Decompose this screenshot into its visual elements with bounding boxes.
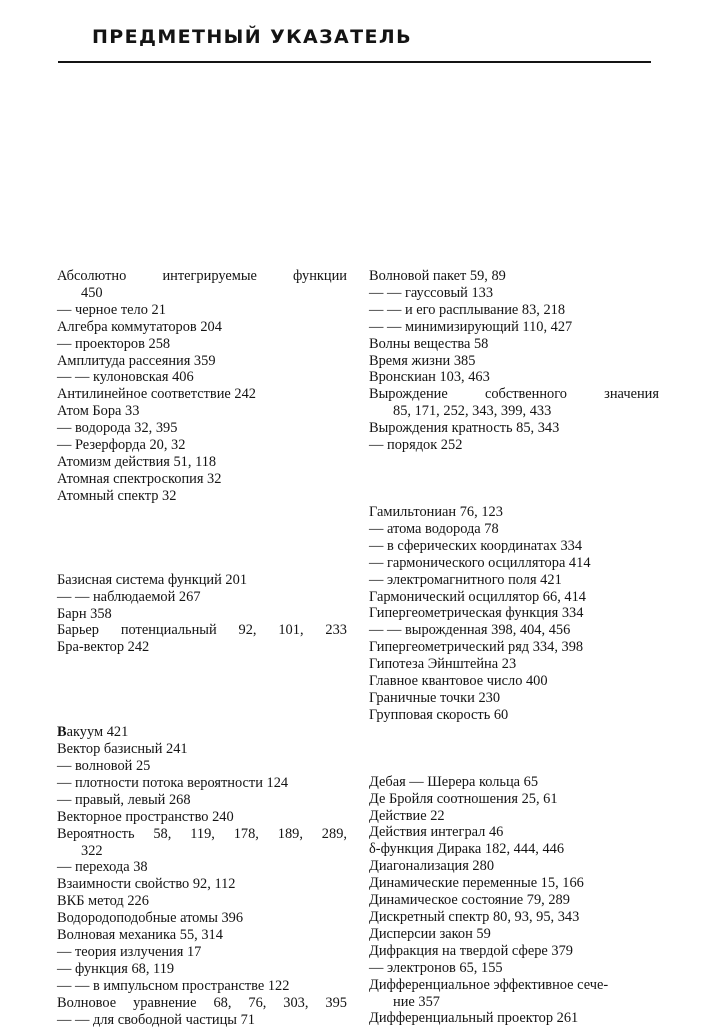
index-entry: Водородоподобные атомы 396 bbox=[57, 910, 244, 927]
index-column-left bbox=[57, 268, 347, 1029]
index-entry: Граничные точки 230 bbox=[369, 689, 501, 706]
index-entry: Гипергеометрическая функция 334 bbox=[369, 605, 584, 622]
index-entry: — — и его расплывание 83, 218 bbox=[369, 301, 566, 318]
index-entry: — проекторов 258 bbox=[57, 335, 171, 352]
index-letter-group bbox=[369, 504, 659, 724]
index-entry: Дискретный спектр 80, 93, 95, 343 bbox=[369, 909, 580, 925]
index-entry: Динамические переменные 15, 166 bbox=[369, 875, 584, 892]
index-letter-group bbox=[369, 774, 659, 1028]
index-entry: Бра-вектор 242 bbox=[57, 639, 150, 656]
index-entry: — водорода 32, 395 bbox=[57, 420, 178, 437]
index-entry: Де Бройля соотношения 25, 61 bbox=[369, 790, 558, 807]
index-entry: — плотности потока вероятности 124 bbox=[57, 774, 289, 791]
index-entry: Антилинейное соответствие 242 bbox=[57, 386, 256, 403]
index-entry: Дифференциальный проектор 261 bbox=[369, 1010, 579, 1027]
index-entry: — теория излучения 17 bbox=[57, 944, 202, 960]
index-entry: Вырождение собственного значения bbox=[369, 386, 659, 403]
index-entry: Гармонический осциллятор 66, 414 bbox=[369, 588, 586, 605]
index-entry: Волновая механика 55, 314 bbox=[57, 927, 223, 944]
index-entry: — гармонического осциллятора 414 bbox=[369, 554, 591, 571]
index-entry: Дифференциальное эффективное сече- bbox=[369, 976, 609, 993]
index-entry: Атомная спектроскопия 32 bbox=[57, 470, 222, 487]
index-letter-group bbox=[369, 268, 659, 454]
index-entry: Волновое уравнение 68, 76, 303, 395 bbox=[57, 994, 347, 1011]
index-entry: — перехода 38 bbox=[57, 859, 148, 876]
index-entry: Действия интеграл 46 bbox=[369, 824, 504, 841]
index-entry: Амплитуда рассеяния 359 bbox=[57, 352, 216, 369]
index-entry: Гипергеометрический ряд 334, 398 bbox=[369, 639, 584, 656]
index-letter-group bbox=[57, 268, 347, 505]
index-entry: Гипотеза Эйнштейна 23 bbox=[369, 656, 517, 673]
index-entry: Абсолютно интегрируемые функции bbox=[57, 268, 347, 284]
index-entry: — правый, левый 268 bbox=[57, 791, 191, 808]
index-entry: Вронскиан 103, 463 bbox=[369, 369, 490, 386]
index-entry: Действие 22 bbox=[369, 807, 445, 824]
index-letter-group bbox=[57, 572, 347, 657]
index-entry: Базисная система функций 201 bbox=[57, 571, 248, 588]
index-entry: — Резерфорда 20, 32 bbox=[57, 437, 186, 454]
index-entry: — — в импульсном пространстве 122 bbox=[57, 977, 290, 994]
index-entry: — волновой 25 bbox=[57, 758, 151, 775]
index-letter-group bbox=[57, 724, 347, 1028]
index-entry: Динамическое состояние 79, 289 bbox=[369, 892, 570, 909]
index-entry: Вероятность 58, 119, 178, 189, 289, bbox=[57, 825, 347, 842]
index-entry: Вакуум 421 bbox=[57, 724, 129, 741]
index-entry: Алгебра коммутаторов 204 bbox=[57, 318, 222, 335]
index-entry: Волны вещества 58 bbox=[369, 335, 489, 352]
index-entry: δ-функция Дирака 182, 444, 446 bbox=[369, 841, 565, 858]
index-entry: Атомизм действия 51, 118 bbox=[57, 453, 217, 470]
index-entry: Барьер потенциальный 92, 101, 233 bbox=[57, 622, 347, 639]
index-entry: Главное квантовое число 400 bbox=[369, 673, 548, 690]
index-entry: Атомный спектр 32 bbox=[57, 487, 177, 504]
index-entry: Диагонализация 280 bbox=[369, 858, 495, 875]
page-title: ПРЕДМЕТНЫЙ УКАЗАТЕЛЬ bbox=[92, 26, 412, 48]
index-entry: Барн 358 bbox=[57, 605, 112, 622]
index-entry: — — наблюдаемой 267 bbox=[57, 588, 201, 605]
index-entry: Векторное пространство 240 bbox=[57, 808, 234, 825]
index-entry: Дебая — Шерера кольца 65 bbox=[369, 773, 539, 790]
index-entry: ние 357 bbox=[393, 993, 440, 1010]
index-entry: Время жизни 385 bbox=[369, 352, 476, 369]
index-entry: Гамильтониан 76, 123 bbox=[369, 503, 503, 520]
index-entry: Волновой пакет 59, 89 bbox=[369, 268, 506, 284]
index-entry: — — вырожденная 398, 404, 456 bbox=[369, 622, 571, 639]
index-entry: — — кулоновская 406 bbox=[57, 369, 194, 386]
index-entry: — порядок 252 bbox=[369, 437, 463, 454]
index-entry: — — гауссовый 133 bbox=[369, 284, 494, 301]
index-entry: — электромагнитного поля 421 bbox=[369, 571, 562, 588]
index-entry: — черное тело 21 bbox=[57, 301, 166, 318]
index-column-right bbox=[369, 268, 659, 1027]
index-entry: — — для свободной частицы 71 bbox=[57, 1011, 255, 1028]
index-entry: — функция 68, 119 bbox=[57, 960, 175, 977]
index-entry: Дифракция на твердой сфере 379 bbox=[369, 942, 573, 959]
index-entry: — электронов 65, 155 bbox=[369, 959, 503, 976]
index-entry: Групповая скорость 60 bbox=[369, 706, 509, 723]
index-entry: Вектор базисный 241 bbox=[57, 741, 188, 758]
index-entry: Вырождения кратность 85, 343 bbox=[369, 420, 560, 437]
header-rule bbox=[58, 61, 651, 63]
index-entry: — атома водорода 78 bbox=[369, 520, 499, 537]
index-entry: — — минимизирующий 110, 427 bbox=[369, 318, 573, 335]
index-entry: ВКБ метод 226 bbox=[57, 893, 149, 910]
index-entry: Атом Бора 33 bbox=[57, 403, 140, 420]
index-entry: 450 bbox=[81, 284, 103, 301]
index-entry: Взаимности свойство 92, 112 bbox=[57, 876, 236, 893]
index-entry: — в сферических координатах 334 bbox=[369, 537, 583, 554]
index-entry: 85, 171, 252, 343, 399, 433 bbox=[393, 403, 552, 420]
index-entry: 322 bbox=[81, 842, 103, 859]
index-entry: Дисперсии закон 59 bbox=[369, 925, 491, 942]
